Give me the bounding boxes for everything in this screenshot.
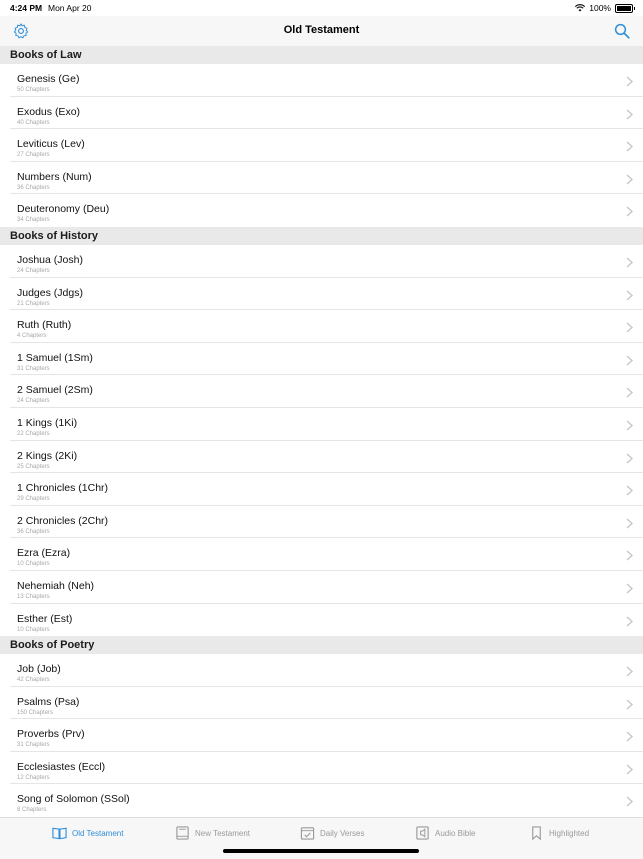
- chevron-right-icon: [626, 762, 633, 773]
- tab-label: Daily Verses: [320, 828, 365, 838]
- chevron-right-icon: [626, 74, 633, 85]
- book-name: 1 Chronicles (1Chr): [17, 482, 109, 495]
- book-name: Nehemiah (Neh): [17, 579, 95, 592]
- tab-label: Highlighted: [549, 828, 590, 838]
- book-row[interactable]: [10, 343, 643, 376]
- battery-percent: 100%: [589, 3, 611, 13]
- chevron-right-icon: [626, 729, 633, 740]
- page-title: Old Testament: [283, 24, 360, 36]
- chevron-right-icon: [626, 353, 633, 364]
- book-open-icon: [52, 825, 67, 841]
- book-row[interactable]: [10, 375, 643, 408]
- book-name: 2 Samuel (2Sm): [17, 384, 93, 397]
- book-name: Joshua (Josh): [17, 253, 83, 266]
- battery-icon: [615, 4, 633, 13]
- chevron-right-icon: [626, 107, 633, 118]
- wifi-icon: [575, 4, 585, 12]
- tab-new-testament[interactable]: [175, 825, 250, 841]
- chapter-count: 36 Chapters: [17, 184, 50, 191]
- nav-bar: [0, 16, 643, 46]
- chevron-right-icon: [626, 255, 633, 266]
- chevron-right-icon: [626, 418, 633, 429]
- book-name: Ezra (Ezra): [17, 547, 71, 560]
- chevron-right-icon: [626, 614, 633, 625]
- tab-label: Old Testament: [72, 828, 124, 838]
- chevron-right-icon: [626, 172, 633, 183]
- status-time: 4:24 PM: [10, 3, 43, 13]
- chapter-count: 31 Chapters: [17, 742, 50, 749]
- chapter-count: 34 Chapters: [17, 217, 50, 224]
- book-name: Genesis (Ge): [17, 73, 80, 85]
- book-row[interactable]: [10, 752, 643, 785]
- chevron-right-icon: [626, 548, 633, 559]
- book-row[interactable]: [10, 654, 643, 687]
- book-name: 1 Samuel (1Sm): [17, 351, 93, 364]
- chevron-right-icon: [626, 451, 633, 462]
- section-header: Books of Poetry: [0, 636, 643, 654]
- section-header: Books of Law: [0, 46, 643, 64]
- tab-label: Audio Bible: [435, 828, 476, 838]
- chevron-right-icon: [626, 204, 633, 215]
- calendar-check-icon: [300, 825, 315, 841]
- chapter-count: 50 Chapters: [17, 87, 50, 93]
- chevron-right-icon: [626, 794, 633, 805]
- book-name: Ecclesiastes (Eccl): [17, 760, 106, 773]
- book-row[interactable]: [10, 97, 643, 130]
- book-row[interactable]: [10, 64, 643, 97]
- chevron-right-icon: [626, 320, 633, 331]
- book-name: 2 Kings (2Ki): [17, 449, 78, 462]
- chevron-right-icon: [626, 516, 633, 527]
- audio-book-icon: [415, 825, 430, 841]
- chapter-count: 40 Chapters: [17, 119, 50, 126]
- book-name: Proverbs (Prv): [17, 728, 85, 741]
- book-row[interactable]: [10, 687, 643, 720]
- book-row[interactable]: [10, 571, 643, 604]
- book-name: Exodus (Exo): [17, 105, 81, 118]
- chapter-count: 8 Chapters: [17, 807, 47, 814]
- chevron-right-icon: [626, 139, 633, 150]
- chapter-count: 42 Chapters: [17, 677, 50, 684]
- chapter-count: 10 Chapters: [17, 561, 50, 568]
- book-row[interactable]: [10, 245, 643, 278]
- book-row[interactable]: [10, 129, 643, 162]
- chevron-right-icon: [626, 483, 633, 494]
- book-row[interactable]: [10, 506, 643, 539]
- chevron-right-icon: [626, 288, 633, 299]
- home-indicator: [223, 849, 419, 853]
- book-name: Judges (Jdgs): [17, 286, 83, 299]
- chapter-count: 27 Chapters: [17, 152, 50, 159]
- book-row[interactable]: [10, 194, 643, 227]
- book-name: Ruth (Ruth): [17, 319, 72, 332]
- chapter-count: 24 Chapters: [17, 267, 50, 274]
- book-name: 1 Kings (1Ki): [17, 416, 78, 429]
- chapter-count: 24 Chapters: [17, 398, 50, 405]
- chapter-count: 22 Chapters: [17, 430, 50, 437]
- chevron-right-icon: [626, 697, 633, 708]
- chevron-right-icon: [626, 385, 633, 396]
- chevron-right-icon: [626, 581, 633, 592]
- book-row[interactable]: [10, 441, 643, 474]
- status-bar: [0, 0, 643, 16]
- book-name: Leviticus (Lev): [17, 138, 85, 151]
- chapter-count: 21 Chapters: [17, 300, 50, 307]
- tab-old-testament[interactable]: [52, 825, 123, 841]
- book-name: Psalms (Psa): [17, 695, 80, 708]
- status-date: Mon Apr 20: [48, 3, 92, 13]
- chapter-count: 31 Chapters: [17, 365, 50, 372]
- book-name: Job (Job): [17, 663, 61, 676]
- section-header: Books of History: [0, 227, 643, 245]
- book-row[interactable]: [10, 310, 643, 343]
- book-row[interactable]: [10, 538, 643, 571]
- search-icon[interactable]: [613, 22, 631, 40]
- chapter-count: 10 Chapters: [17, 626, 50, 633]
- book-row[interactable]: [10, 604, 643, 637]
- book-row[interactable]: [10, 473, 643, 506]
- book-row[interactable]: [10, 408, 643, 441]
- book-row[interactable]: [10, 719, 643, 752]
- chapter-count: 150 Chapters: [17, 709, 54, 716]
- book-row[interactable]: [10, 784, 643, 817]
- book-name: Song of Solomon (SSol): [17, 793, 130, 806]
- status-right: [575, 3, 633, 13]
- book-name: Deuteronomy (Deu): [17, 203, 110, 216]
- book-name: Esther (Est): [17, 612, 73, 625]
- chapter-count: 4 Chapters: [17, 333, 47, 340]
- chapter-count: 25 Chapters: [17, 463, 50, 470]
- chapter-count: 13 Chapters: [17, 593, 50, 600]
- book-closed-icon: [175, 825, 190, 841]
- chapter-count: 36 Chapters: [17, 528, 50, 535]
- tab-label: New Testament: [195, 828, 250, 838]
- bookmark-icon: [529, 825, 544, 841]
- book-list: [0, 46, 643, 817]
- tab-audio-bible[interactable]: [415, 825, 475, 841]
- book-row[interactable]: [10, 162, 643, 195]
- book-name: 2 Chronicles (2Chr): [17, 514, 109, 527]
- tab-highlighted[interactable]: [529, 825, 589, 841]
- chevron-right-icon: [626, 664, 633, 675]
- tab-daily-verses[interactable]: [300, 825, 364, 841]
- book-row[interactable]: [10, 278, 643, 311]
- chapter-count: 29 Chapters: [17, 496, 50, 503]
- chapter-count: 12 Chapters: [17, 774, 50, 781]
- book-name: Numbers (Num): [17, 170, 92, 183]
